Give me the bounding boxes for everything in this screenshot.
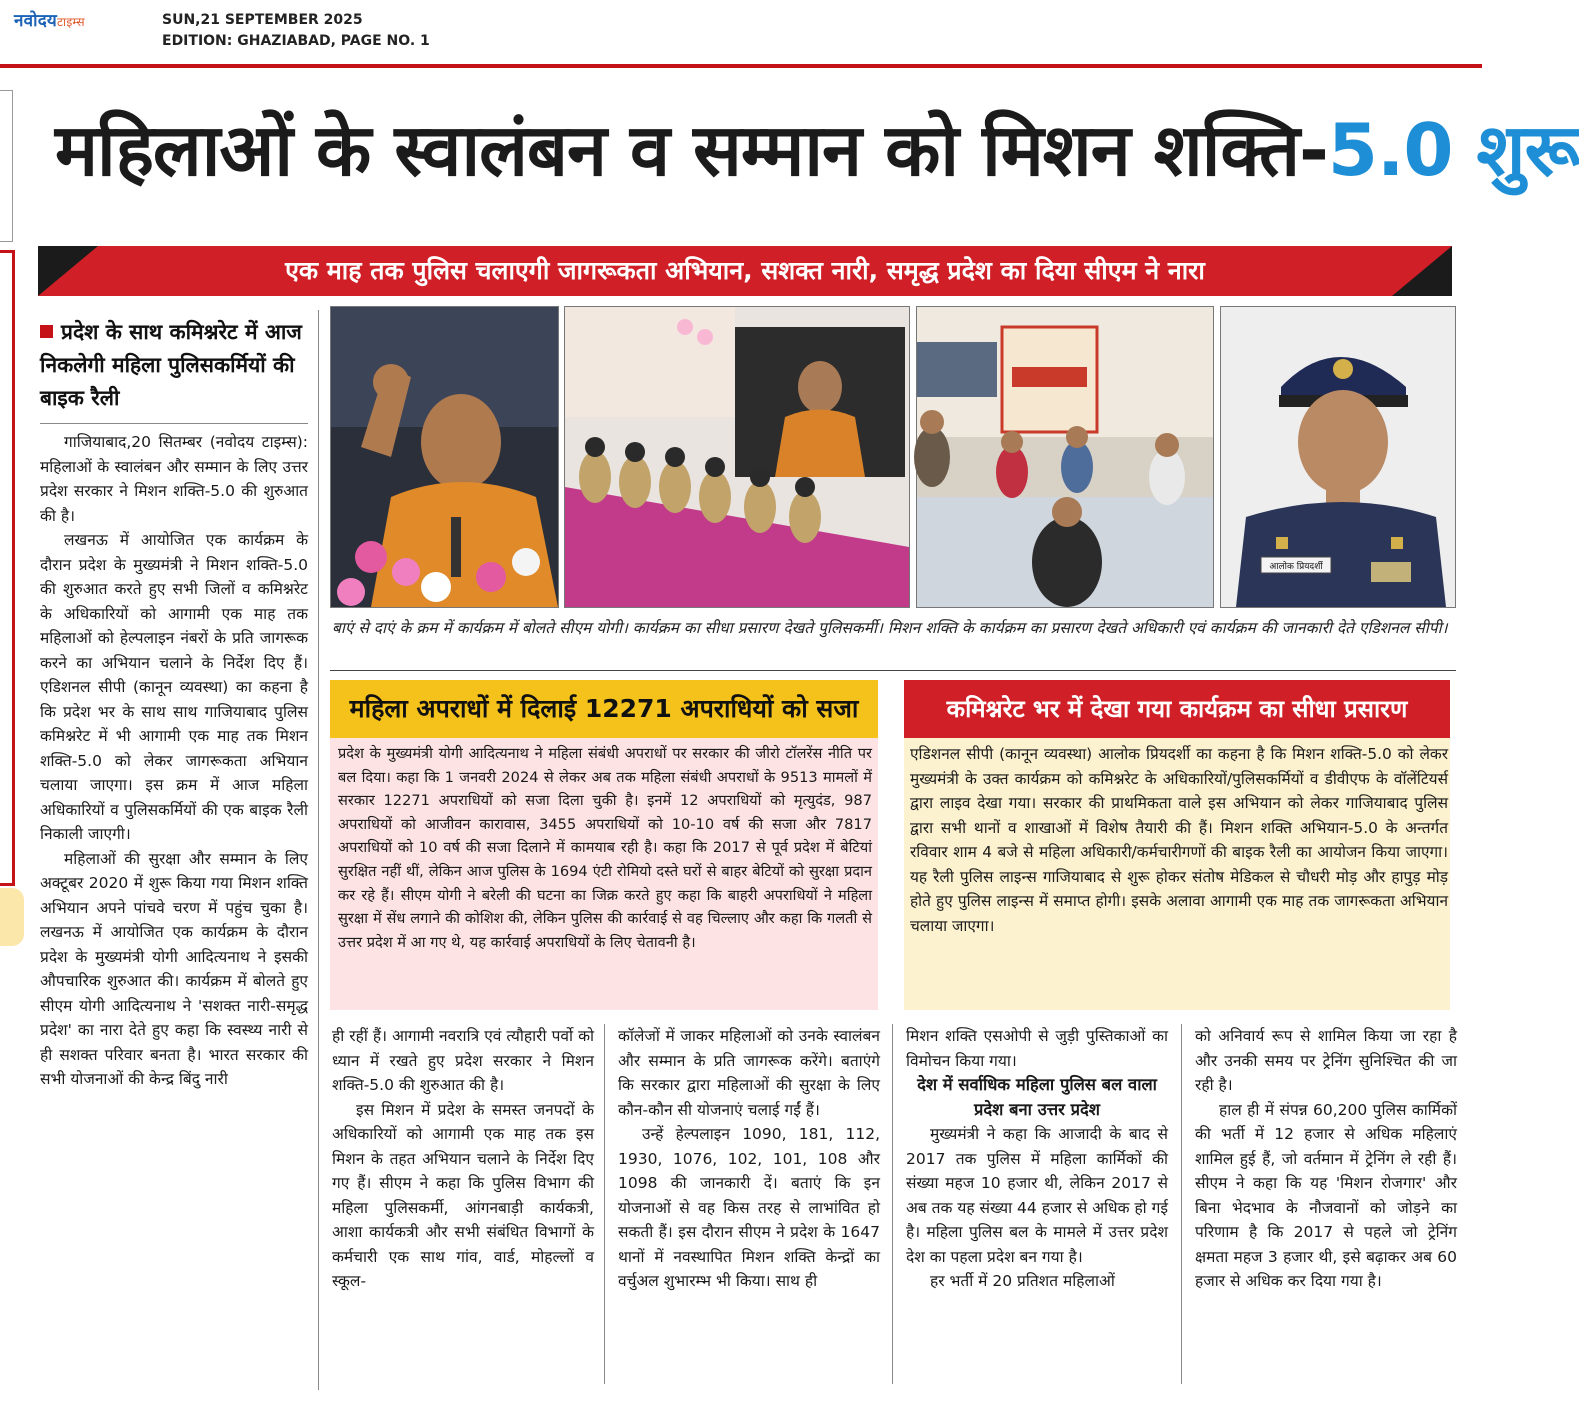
column-3 <box>618 1024 880 1294</box>
masthead-rule <box>0 64 1482 68</box>
column-4-subhead: देश में सर्वाधिक महिला पुलिस बल वाला प्रदेश बना उत्तर प्रदेश <box>917 1075 1157 1119</box>
column-5 <box>1195 1024 1457 1294</box>
left-paragraph: लखनऊ में आयोजित एक कार्यक्रम के दौरान प्रदेश के मुख्यमंत्री ने मिशन शक्ति-5.0 की शुरुआत करते हुए सभी जिलों व कमिश्नरेट के अधिकारियों को आगामी एक माह तक महिलाओं को हेल्पलाइन नंबरों के प्रति जागरूक करने का अभियान चलाने के निर्देश दिए हैं। एडिशनल सीपी (कानून व्यवस्था) का कहना है कि प्रदेश भर के साथ साथ गाजियाबाद पुलिस कमिश्नरेट में भी आगामी एक माह तक मिशन शक्ति-5.0 को लेकर जागरूकता अभियान चलाया जाएगा। इस क्रम में आज महिला अधिकारियों व पुलिसकर्मियों की एक बाइक रैली निकाली जाएगी। <box>40 531 308 843</box>
dateline <box>162 10 430 52</box>
officer-nameplate: आलोक प्रियदर्शी <box>1269 562 1323 572</box>
left-kicker-text: प्रदेश के साथ कमिश्नरेट में आज निकलेगी महिला पुलिसकर्मियों की बाइक रैली <box>40 320 302 410</box>
column-4-paragraph: हर भर्ती में 20 प्रतिशत महिलाओं <box>930 1272 1115 1290</box>
edition-date: SUN,21 SEPTEMBER 2025 <box>162 12 363 28</box>
photo-officials-meeting <box>916 306 1214 608</box>
column-divider <box>892 1024 893 1384</box>
column-divider <box>1181 1024 1182 1384</box>
left-kicker <box>40 316 308 415</box>
photo-caption: बाएं से दाएं के क्रम में कार्यक्रम में बोलते सीएम योगी। कार्यक्रम का सीधा प्रसारण देखते पुलिसकर्मी। मिशन शक्ति के कार्यक्रम का प्रसारण देखते अधिकारी एवं कार्यक्रम की जानकारी देते एडिशनल सीपी। <box>332 619 1448 637</box>
left-paragraph: महिलाओं की सुरक्षा और सम्मान के लिए अक्टूबर 2020 में शुरू किया गया मिशन शक्ति अभियान अपने पांचवे चरण में पहुंच चुका है। लखनऊ में आयोजित एक कार्यक्रम के दौरान प्रदेश के मुख्यमंत्री योगी आदित्यनाथ ने इसकी औपचारिक शुरुआत की। कार्यक्रम में बोलते हुए सीएम योगी आदित्यनाथ ने 'सशक्त नारी-समृद्ध प्रदेश' का नारा देते हुए कहा कि स्वस्थ्य नारी से ही सशक्त परिवार बनता है। भारत सरकार की सभी योजनाओं की केन्द्र बिंदु नारी <box>40 849 308 1088</box>
broadcast-box-text: एडिशनल सीपी (कानून व्यवस्था) आलोक प्रियदर्शी का कहना है कि मिशन शक्ति-5.0 को लेकर मुख्यमंत्री के उक्त कार्यक्रम को कमिश्नरेट के अधिकारियों/पुलिसकर्मियों व डीवीएफ के वॉलेंटियर्स द्वारा लाइव देखा गया। सरकार की प्राथमिकता वाले इस अभियान को लेकर गाजियाबाद पुलिस द्वारा सभी थानों व शाखाओं में विशेष तैयारी की हैं। मिशन शक्ति अभियान-5.0 के अन्तर्गत रविवार शाम 4 बजे से महिला अधिकारी/कर्मचारीगणों की बाइक रैली का आयोजन किया जाएगा। यह रैली पुलिस लाइन्स गाजियाबाद से शुरू होकर संतोष मेडिकल से चौधरी मोड़ और हापुड़ मोड़ होते हुए पुलिस लाइन्स में समाप्त होगी। इसके अलावा आगामी एक माह तक जागरूकता अभियान चलाया जाएगा। <box>910 745 1448 935</box>
photo-officials-meeting-image <box>917 307 1213 607</box>
caption-divider <box>330 670 1456 671</box>
left-column-story <box>40 316 308 1092</box>
headline-accent: 5.0 शुरू <box>1327 108 1579 192</box>
edition-page: EDITION: GHAZIABAD, PAGE NO. 1 <box>162 33 430 49</box>
column-4 <box>906 1024 1168 1294</box>
subheadline: एक माह तक पुलिस चलाएगी जागरूकता अभियान, सशक्त नारी, समृद्ध प्रदेश का दिया सीएम ने नारा <box>285 256 1205 285</box>
photo-cm-speaking-image <box>331 307 558 607</box>
left-paragraph: गाजियाबाद,20 सितम्बर (नवोदय टाइम्स): महिलाओं के स्वालंबन और सम्मान के लिए उत्तर प्रदेश सरकार ने मिशन शक्ति-5.0 की शुरुआत की है। <box>40 433 308 525</box>
column-2 <box>332 1024 594 1294</box>
logo-sub: टाइम्स <box>56 15 85 29</box>
logo-main: नवोदय <box>14 11 57 31</box>
column-3-paragraph: उन्हें हेल्पलाइन 1090, 181, 112, 1930, 1076, 102, 101, 108 और 1098 की जानकारी दें। बताएं कि इन योजनाओं से वह किस तरह से लाभांवित हो सकती हैं। इस दौरान सीएम ने प्रदेश के 1647 थानों में नवस्थापित मिशन शक्ति केन्द्रों का वर्चुअल शुभारम्भ भी किया। साथ ही <box>618 1125 880 1290</box>
photo-police-watching-image <box>565 307 909 607</box>
adjacent-page-yellow-box <box>0 888 24 946</box>
adjacent-page-box <box>0 90 13 242</box>
crime-box-text: प्रदेश के मुख्यमंत्री योगी आदित्यनाथ ने महिला संबंधी अपराधों पर सरकार की जीरो टॉलरेंस नीति पर बल दिया। कहा कि 1 जनवरी 2024 से लेकर अब तक महिला संबंधी अपराधों के 9513 मामलों में सरकार 12271 अपराधियों को सजा दिला चुकी है। इनमें 12 अपराधियों को मृत्युदंड, 987 अपराधियों को आजीवन कारावास, 3455 अपराधियों को 10-10 वर्ष की सजा और 7817 अपराधियों को 10 वर्ष की सजा दिलाने में कामयाब रही है। कहा कि 2017 से पूर्व प्रदेश में बेटियां सुरक्षित नहीं थीं, लेकिन आज पुलिस के 1694 एंटी रोमियो दस्ते घरों से बाहर बेटियों को सुरक्षा प्रदान कर रहे हैं। सीएम योगी ने बरेली की घटना का जिक्र करते हुए कहा कि बाहरी अपराधियों ने महिला सुरक्षा में सेंध लगाने की कोशिश की, लेकिन पुलिस की कार्रवाई से वह चिल्लाए और कहा कि गलती से उत्तर प्रदेश में आ गए थे, यह कार्रवाई अपराधियों के लिए चेतावनी है। <box>338 745 872 951</box>
column-3-paragraph: कॉलेजों में जाकर महिलाओं को उनके स्वालंबन और सम्मान के प्रति जागरूक करेंगे। बताएंगे कि सरकार द्वारा महिलाओं की सुरक्षा के लिए कौन-कौन सी योजनाएं चलाई गईं हैं। <box>618 1027 880 1119</box>
main-headline <box>55 98 1579 202</box>
column-divider <box>604 1024 605 1384</box>
photo-cm-speaking <box>330 306 559 608</box>
photo-additional-cp-image <box>1221 307 1455 607</box>
broadcast-box-heading: कमिश्नरेट भर में देखा गया कार्यक्रम का सीधा प्रसारण <box>946 695 1408 723</box>
column-5-paragraph: हाल ही में संपन्न 60,200 पुलिस कार्मिकों की भर्ती में 12 हजार से अधिक महिलाएं शामिल हुई हैं, जो वर्तमान में ट्रेनिंग ले रही हैं। सीएम ने कहा कि यह 'मिशन रोजगार' और बिना भेदभाव के नौजवानों को जोड़ने का परिणाम है कि 2017 से पहले जो ट्रेनिंग क्षमता महज 3 हजार थी, इसे बढ़ाकर अब 60 हजार से अधिक कर दिया गया है। <box>1195 1100 1457 1290</box>
left-body <box>40 430 308 1092</box>
column-4-lead: मिशन शक्ति एसओपी से जुड़ी पुस्तिकाओं का विमोचन किया गया। <box>906 1027 1168 1070</box>
column-2-paragraph: इस मिशन में प्रदेश के समस्त जनपदों के अधिकारियों को आगामी एक माह तक इस मिशन के तहत अभियान चलाने के निर्देश दिए गए हैं। सीएम ने कहा कि पुलिस विभाग की महिला पुलिसकर्मी, आंगनबाड़ी कार्यकत्री, आशा कार्यकत्री और सभी संबंधित विभागों के कर्मचारी एक साथ गांव, वार्ड, मोहल्लों व स्कूल- <box>332 1100 594 1290</box>
column-2-paragraph: ही रहीं हैं। आगामी नवरात्रि एवं त्यौहारी पर्वो को ध्यान में रखते हुए प्रदेश सरकार ने मिशन शक्ति-5.0 की शुरुआत की है। <box>332 1027 594 1094</box>
photo-police-watching <box>564 306 910 608</box>
column-5-paragraph: को अनिवार्य रूप से शामिल किया जा रहा है और उनकी समय पर ट्रेनिंग सुनिश्चित की जा रही है। <box>1195 1027 1457 1094</box>
kicker-divider <box>40 423 308 424</box>
kicker-bullet <box>40 325 53 338</box>
adjacent-page-red-box <box>0 250 15 886</box>
headline-main: महिलाओं के स्वालंबन व सम्मान को मिशन शक्ति- <box>55 108 1328 192</box>
crime-box-heading: महिला अपराधों में दिलाई 12271 अपराधियों को सजा <box>349 694 859 723</box>
photo-additional-cp <box>1220 306 1456 608</box>
column-divider <box>318 310 319 1390</box>
newspaper-logo <box>14 8 85 31</box>
column-4-paragraph: मुख्यमंत्री ने कहा कि आजादी के बाद से 2017 तक पुलिस में महिला कार्मिकों की संख्या महज 10 हजार थी, लेकिन 2017 से अब तक यह संख्या 44 हजार से अधिक हो गई है। महिला पुलिस बल के मामले में उत्तर प्रदेश देश का पहला प्रदेश बन गया है। <box>906 1125 1168 1266</box>
